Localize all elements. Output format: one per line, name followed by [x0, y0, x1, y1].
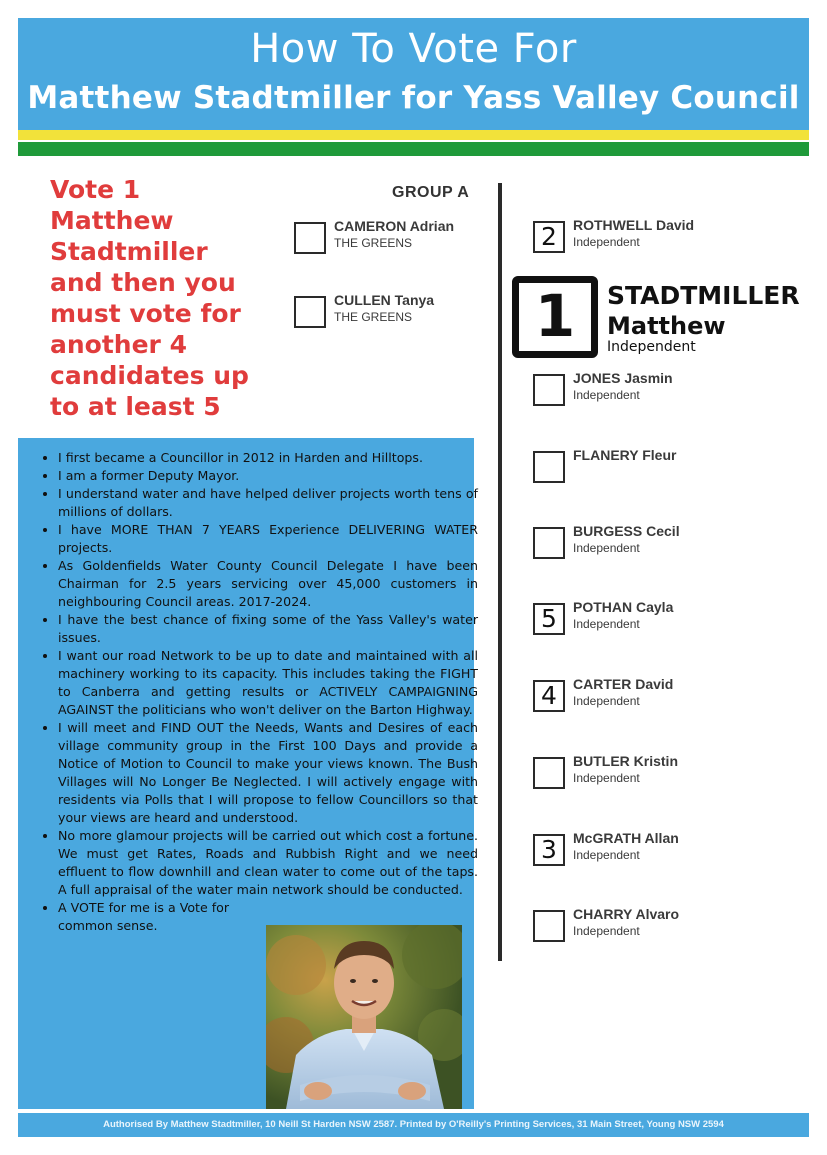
- candidate-party: Independent: [573, 541, 640, 555]
- policy-item: • I have MORE THAN 7 YEARS Experience DELIVERING WATER projects.: [58, 521, 478, 557]
- candidate-name: BUTLER Kristin: [573, 753, 678, 769]
- candidate-party: THE GREENS: [334, 236, 413, 250]
- featured-candidate-surname: STADTMILLER: [607, 281, 800, 310]
- candidate-name: FLANERY Fleur: [573, 447, 677, 463]
- ballot-divider: [498, 183, 502, 961]
- vote-box: [533, 374, 565, 406]
- policy-item: • I want our road Network to be up to date and maintained with all machinery working to its capacity. This includes taking the FIGHT to Canberra and getting results or ACTIVELY CAMPAIGNING AGAINST the politicians who won't deliver on the Barton Highway.: [58, 647, 478, 719]
- candidate-name: McGRATH Allan: [573, 830, 679, 846]
- candidate-name: BURGESS Cecil: [573, 523, 680, 539]
- authorisation-statement: Authorised By Matthew Stadtmiller, 10 Neill St Harden NSW 2587. Printed by O'Reilly's Printing Services, 31 Main Street, Young NSW 2594: [103, 1119, 724, 1130]
- policy-item: • I am a former Deputy Mayor.: [58, 467, 478, 485]
- vote-box: 3: [533, 834, 565, 866]
- candidate-name: POTHAN Cayla: [573, 599, 674, 615]
- vote-box: [294, 222, 326, 254]
- featured-vote-box: 1: [512, 276, 598, 358]
- candidate-name: CULLEN Tanya: [334, 292, 435, 308]
- vote-box: [533, 757, 565, 789]
- vote-box: [294, 296, 326, 328]
- vote-instruction-line: to at least 5: [50, 392, 221, 421]
- policy-item: • No more glamour projects will be carried out which cost a fortune. We must get Rates, Roads and Rubbish Right and we need effluent to flow downhill and clean water to come out of the taps. A full appraisal of the water main network should be conducted.: [58, 827, 478, 899]
- group-a-label: GROUP A: [392, 184, 470, 201]
- policy-item: • A VOTE for me is a Vote for common sense.: [58, 899, 248, 935]
- candidate-photo: [266, 925, 462, 1109]
- vote-box: [533, 451, 565, 483]
- candidate-party: THE GREENS: [334, 310, 413, 324]
- policy-list: [38, 449, 478, 935]
- candidate-party: Independent: [573, 848, 640, 862]
- vote-box: 2: [533, 221, 565, 253]
- header-banner: [18, 18, 809, 130]
- vote-instruction-line: and then you: [50, 268, 236, 297]
- vote-instruction-line: candidates up: [50, 361, 249, 390]
- candidate-party: Independent: [573, 617, 640, 631]
- vote-instruction-line: Vote 1: [50, 175, 141, 204]
- page-title: How To Vote For: [250, 26, 577, 72]
- vote-box: 5: [533, 603, 565, 635]
- candidate-name: JONES Jasmin: [573, 370, 673, 386]
- candidate-name: CAMERON Adrian: [334, 218, 455, 234]
- vote-box: 4: [533, 680, 565, 712]
- vote-box: [533, 910, 565, 942]
- vote-instruction-line: must vote for: [50, 299, 241, 328]
- policy-item: • I understand water and have helped deliver projects worth tens of millions of dollars.: [58, 485, 478, 521]
- candidate-name: CARTER David: [573, 676, 674, 692]
- candidate-party: Independent: [573, 771, 640, 785]
- policy-item: • I first became a Councillor in 2012 in Harden and Hilltops.: [58, 449, 478, 467]
- footer-bar: [18, 1113, 809, 1137]
- candidate-name: CHARRY Alvaro: [573, 906, 680, 922]
- vote-instruction: [50, 174, 290, 422]
- policy-item: • As Goldenfields Water County Council Delegate I have been Chairman for 2.5 years servicing over 45,000 customers in neighbouring Council areas. 2017-2024.: [58, 557, 478, 611]
- candidate-party: Independent: [573, 235, 640, 249]
- vote-instruction-line: Stadtmiller: [50, 237, 208, 266]
- policy-item: • I have the best chance of fixing some of the Yass Valley's water issues.: [58, 611, 478, 647]
- policy-item: • I will meet and FIND OUT the Needs, Wants and Desires of each village community group in the First 100 Days and provide a Notice of Motion to Council to make your views known. The Bush Villages will No Longer Be Neglected. I will actively engage with residents via Polls that I will propose to fellow Councillors so that your views are heard and understood.: [58, 719, 478, 827]
- yellow-stripe: [18, 130, 809, 140]
- featured-candidate-given-name: Matthew: [607, 312, 726, 340]
- vote-instruction-line: Matthew: [50, 206, 174, 235]
- candidate-party: Independent: [573, 924, 640, 938]
- candidate-party: Independent: [573, 694, 640, 708]
- candidate-name: ROTHWELL David: [573, 217, 695, 233]
- page-subtitle: Matthew Stadtmiller for Yass Valley Council: [27, 80, 800, 116]
- featured-candidate-party: Independent: [607, 339, 696, 355]
- candidate-party: Independent: [573, 388, 640, 402]
- vote-box: [533, 527, 565, 559]
- green-stripe: [18, 142, 809, 156]
- vote-instruction-line: another 4: [50, 330, 187, 359]
